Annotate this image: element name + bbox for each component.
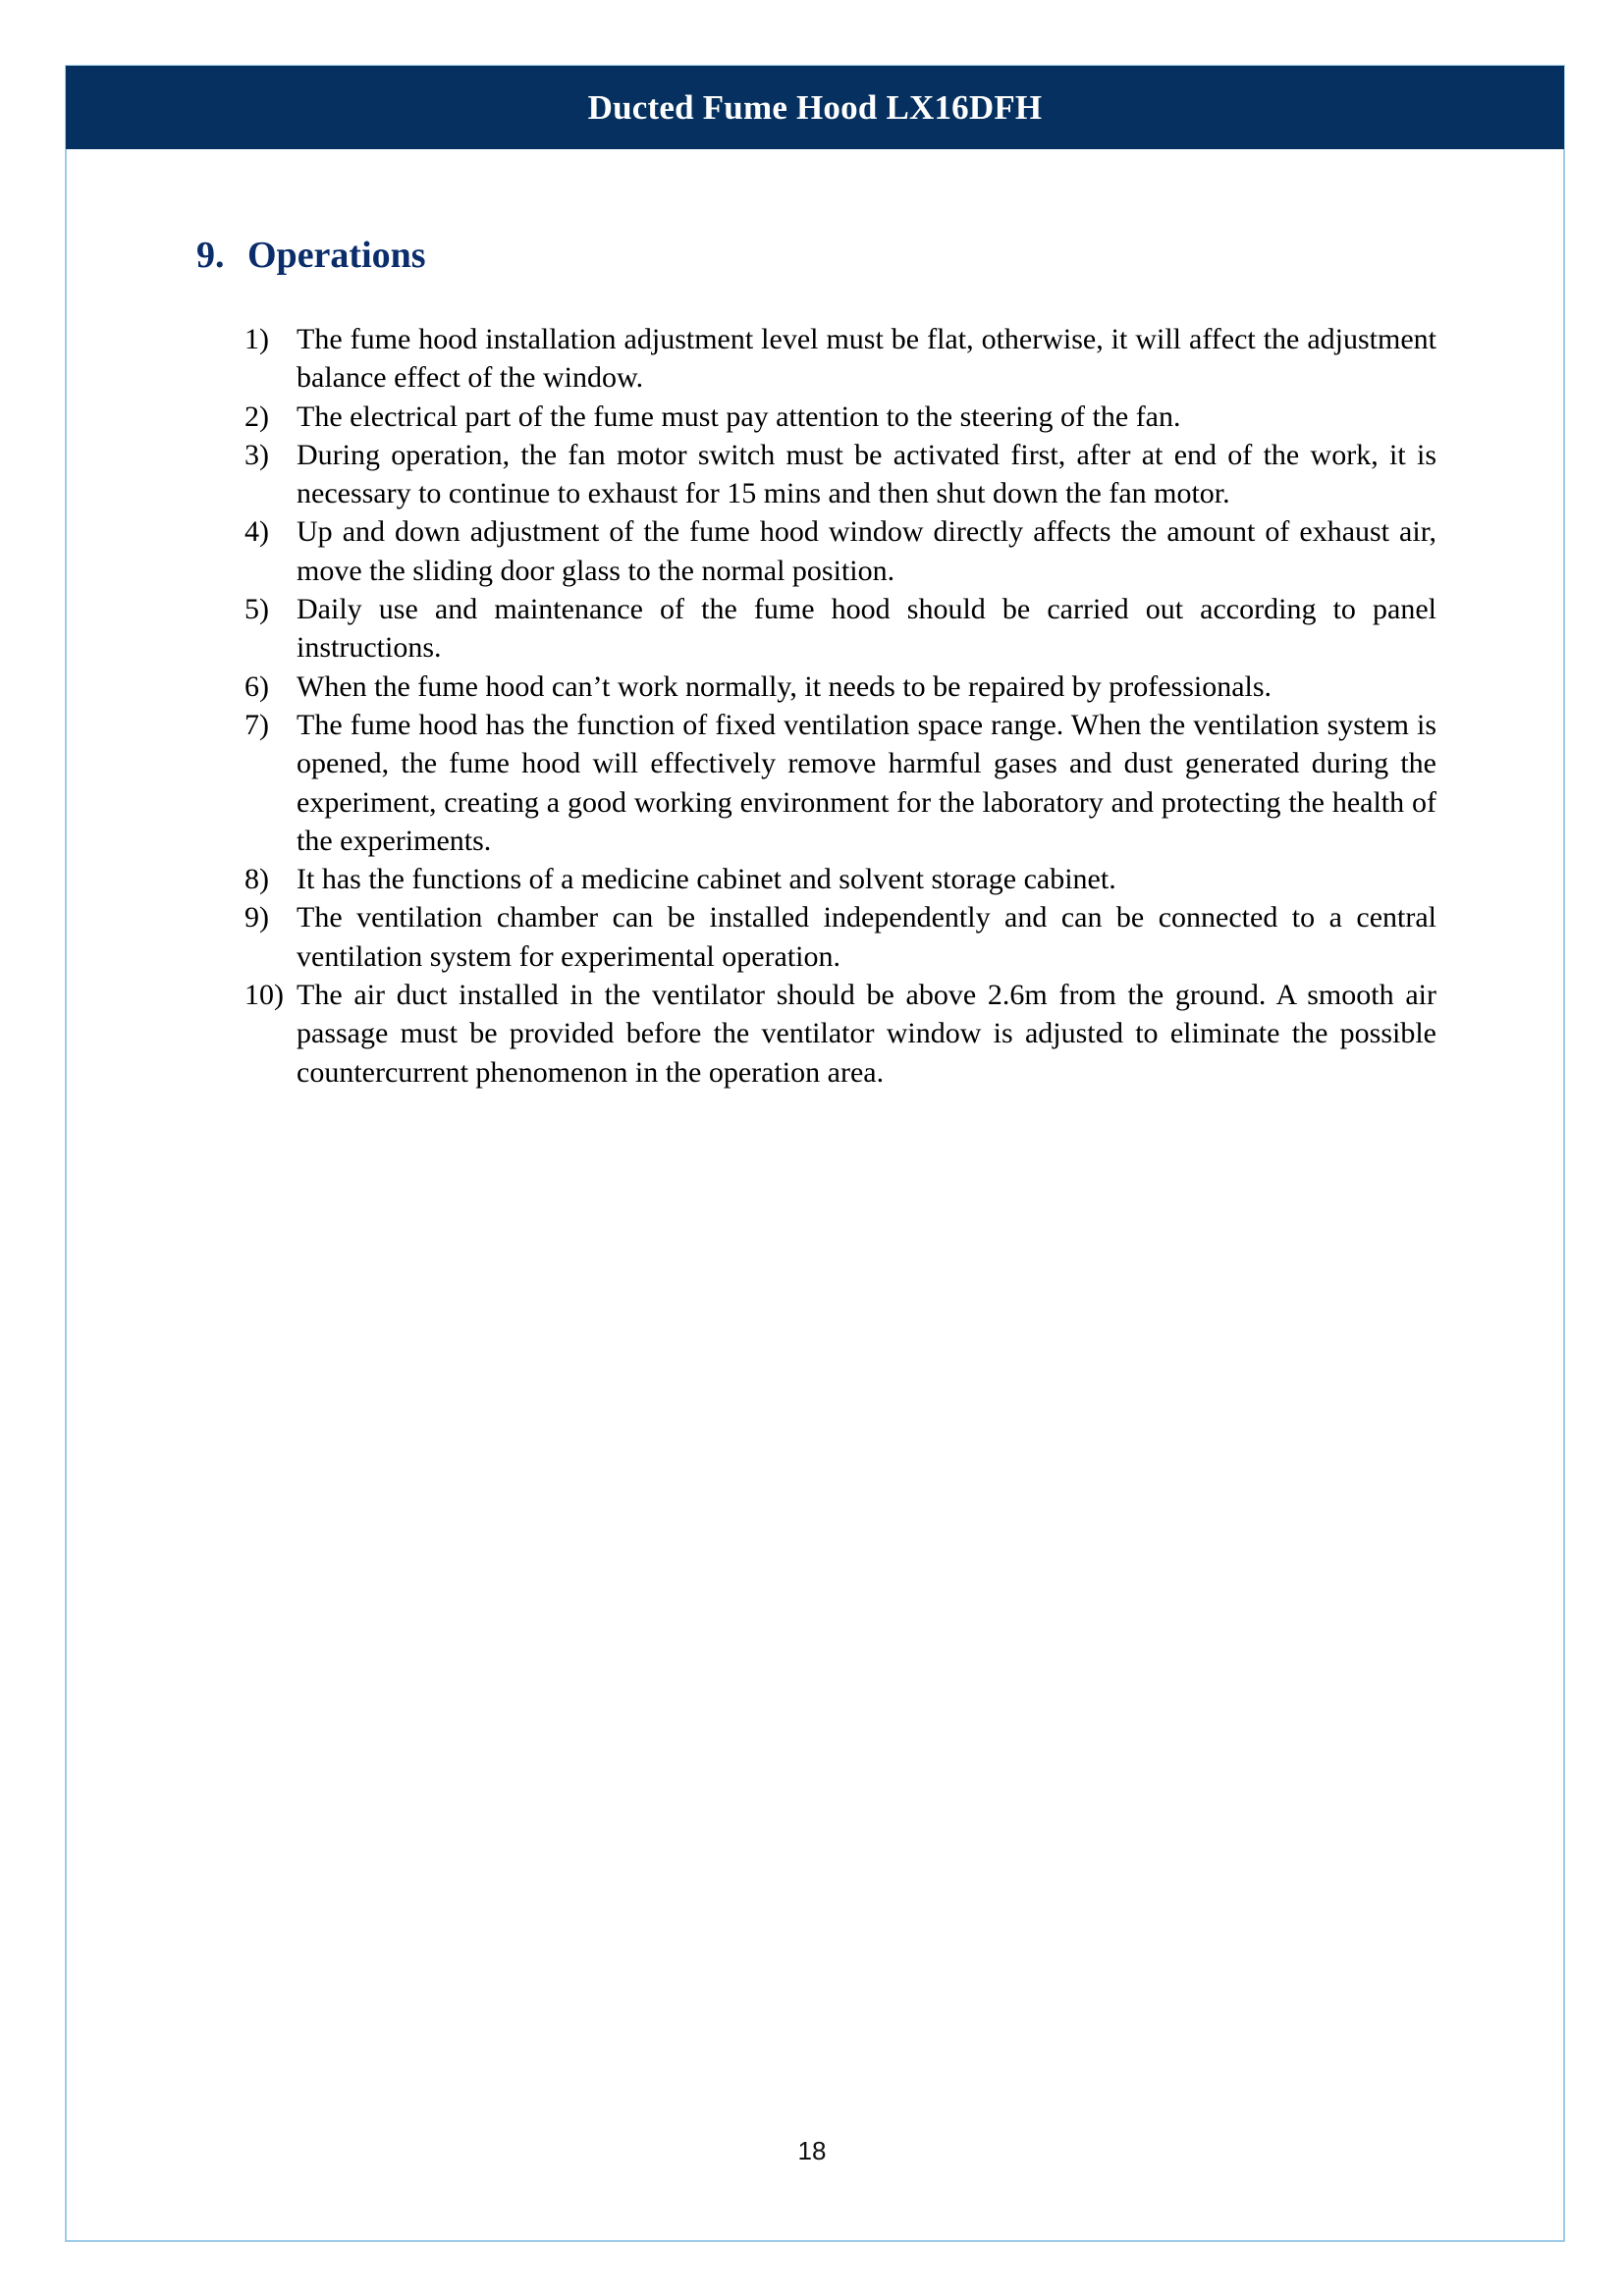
list-item-marker: 10) [244, 979, 284, 1012]
section-heading [196, 234, 426, 277]
list-item [244, 590, 1436, 667]
list-item-marker: 3) [244, 438, 269, 471]
list-item [244, 898, 1436, 976]
list-item-marker: 6) [244, 669, 269, 703]
list-item [244, 398, 1436, 436]
list-item [244, 976, 1436, 1092]
list-item-text: Up and down adjustment of the fume hood window directly affects the amount of exhaust air, move the sliding door glass to the normal position. [297, 515, 1436, 587]
list-item-marker: 7) [244, 708, 269, 741]
page-number: 18 [797, 2136, 827, 2165]
list-item [244, 512, 1436, 590]
operations-list [244, 320, 1436, 1092]
list-item-text: It has the functions of a medicine cabinet and solvent storage cabinet. [297, 863, 1116, 896]
document-title: Ducted Fume Hood LX16DFH [587, 87, 1043, 127]
header-bar [66, 66, 1564, 149]
list-item-marker: 4) [244, 515, 269, 549]
list-item [244, 667, 1436, 706]
list-item-marker: 8) [244, 863, 269, 896]
list-item [244, 860, 1436, 898]
list-item-text: During operation, the fan motor switch must be activated first, after at end of the work, it is necessary to continue to exhaust for 15 mins and then shut down the fan motor. [297, 438, 1436, 510]
section-number: 9. [196, 235, 225, 276]
list-item-text: Daily use and maintenance of the fume hood should be carried out according to panel instructions. [297, 593, 1436, 665]
list-item-marker: 1) [244, 323, 269, 355]
list-item-marker: 5) [244, 593, 269, 626]
list-item-text: The air duct installed in the ventilator should be above 2.6m from the ground. A smooth air passage must be provided before the ventilator window is adjusted to eliminate the possible countercurrent phenomenon in the operation area. [297, 979, 1436, 1089]
list-item [244, 706, 1436, 860]
list-item-text: The fume hood has the function of fixed ventilation space range. When the ventilation system is opened, the fume hood will effectively remove harmful gases and dust generated during the experiment, creating a good working environment for the laboratory and protecting the health of the experiments. [297, 708, 1436, 857]
list-item-text: The electrical part of the fume must pay attention to the steering of the fan. [297, 400, 1181, 433]
list-item-text: The ventilation chamber can be installed independently and can be connected to a central ventilation system for experimental operation. [297, 901, 1436, 973]
list-item-text: When the fume hood can’t work normally, it needs to be repaired by professionals. [297, 669, 1272, 703]
list-item-text: The fume hood installation adjustment level must be flat, otherwise, it will affect the adjustment balance effect of the window. [297, 323, 1436, 395]
list-item-marker: 9) [244, 901, 269, 934]
section-title: Operations [247, 235, 426, 276]
list-item [244, 320, 1436, 398]
list-item [244, 436, 1436, 513]
list-item-marker: 2) [244, 400, 269, 433]
